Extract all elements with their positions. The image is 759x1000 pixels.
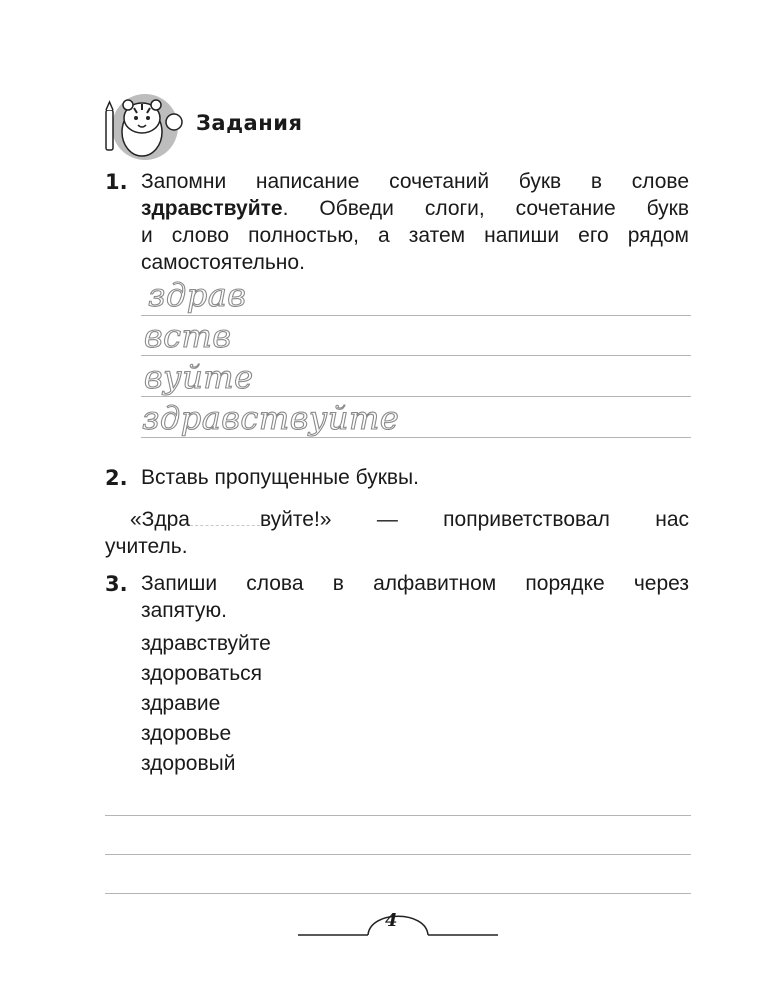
tracing-syllable-2: вств	[144, 317, 232, 355]
tracing-syllable-1: здрав	[148, 276, 247, 314]
task-1-line-1: Запомни написание сочетаний букв в слове	[141, 170, 689, 193]
task-2-instruction: Вставь пропущенные буквы.	[141, 466, 419, 489]
writing-line	[141, 437, 691, 438]
word-list-item: здравие	[141, 692, 221, 715]
task-3-number: 3.	[105, 572, 128, 596]
writing-line	[141, 355, 691, 356]
answer-line[interactable]	[105, 815, 691, 816]
tracing-word: здравствуйте	[142, 399, 400, 437]
task-2-number: 2.	[105, 466, 128, 490]
task-3-instruction-line-1: Запиши слова в алфавитном порядке через	[141, 572, 689, 595]
section-heading: Задания	[196, 111, 303, 135]
word-list-item: здоровье	[141, 722, 232, 745]
task-2-sentence	[130, 506, 689, 533]
word-list-item: здоровый	[141, 752, 236, 775]
missing-letters-blank[interactable]	[190, 509, 260, 526]
answer-line[interactable]	[105, 854, 691, 855]
task-1-line-2	[141, 195, 689, 222]
writing-line	[141, 315, 691, 316]
answer-line[interactable]	[105, 893, 691, 894]
word-list-item: здороваться	[141, 662, 263, 685]
sentence-rest: вуйте!» — поприветствовал нас	[259, 508, 689, 531]
page-number-ornament	[298, 904, 498, 940]
tracing-syllable-3: вуйте	[144, 358, 254, 396]
task-3-instruction-line-2: запятую.	[141, 599, 227, 622]
task-1-keyword: здравствуйте	[141, 197, 283, 220]
writing-line	[141, 396, 691, 397]
task-1-number: 1.	[105, 170, 128, 194]
page-number: 4	[385, 910, 398, 931]
tiger-mascot-icon	[100, 92, 186, 162]
task-1-line-3: и слово полностью, а затем напиши его рядом	[141, 224, 689, 247]
sentence-start: «Здра	[130, 508, 190, 531]
task-1-line-4: самостоятельно.	[141, 251, 305, 274]
task-2-sentence-line-2: учитель.	[105, 535, 188, 558]
task-1-line-2-rest: . Обведи слоги, сочетание букв	[282, 197, 689, 220]
word-list-item: здравствуйте	[141, 632, 271, 655]
